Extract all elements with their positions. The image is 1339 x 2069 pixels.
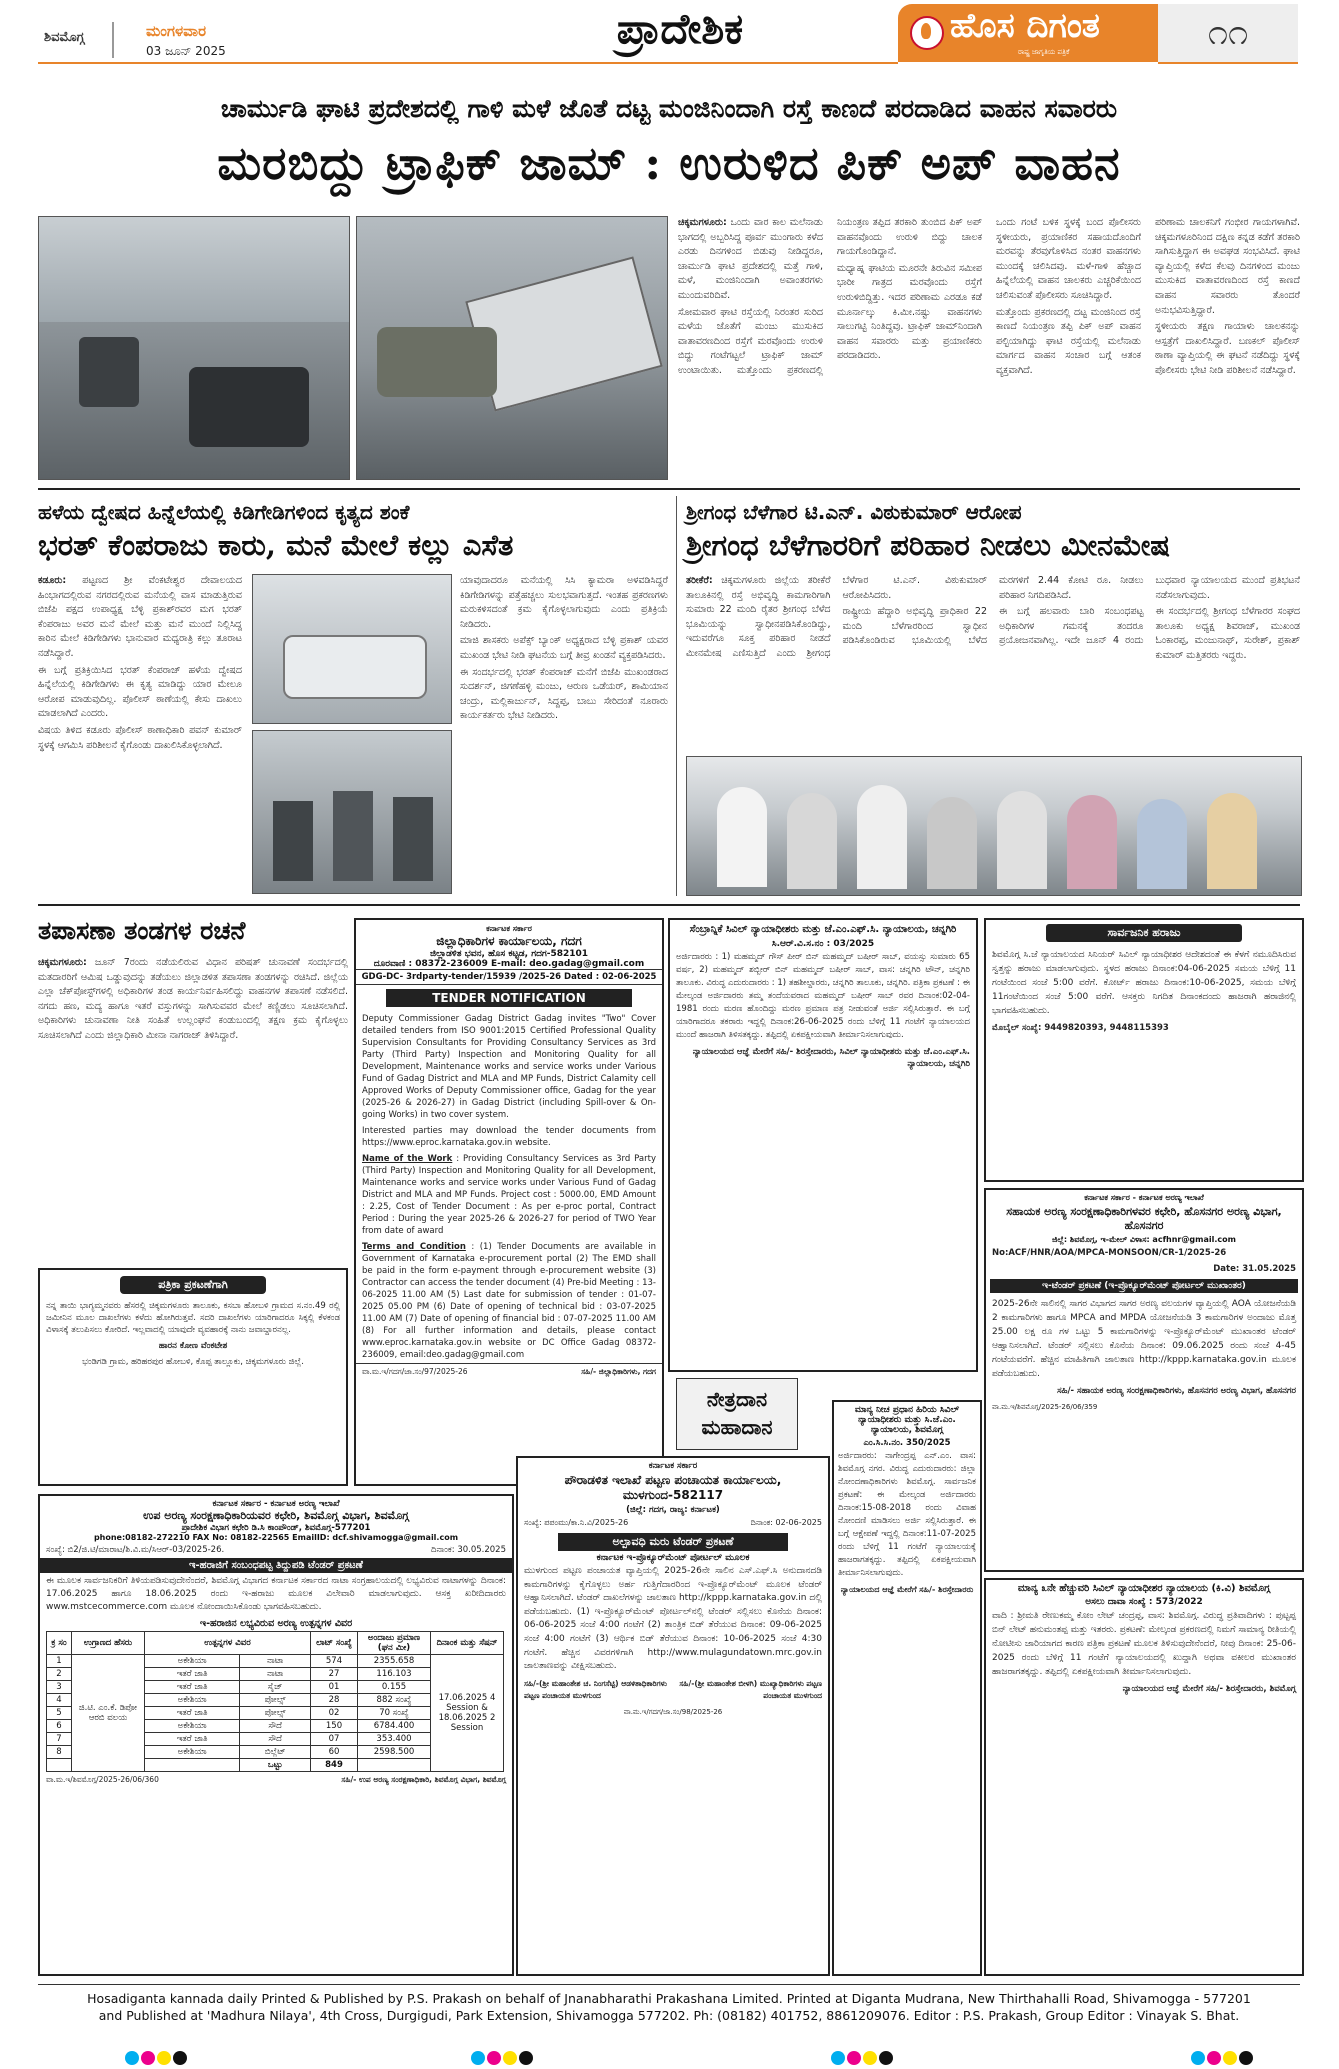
story4-headline: ತಪಾಸಣಾ ತಂಡಗಳ ರಚನೆ [38, 916, 246, 945]
court-notice-channagiri [668, 918, 978, 1372]
tender-body-download: Interested parties may download the tender documents from https://www.eproc.karnataka.gov.in website. [362, 1126, 656, 1148]
public-auction [984, 918, 1304, 1182]
forest-footer-ref: ವಾ.ಮ.ಇ/ಶಿವಮೊಗ್ಗ/2025-26/06/359 [992, 1403, 1098, 1411]
court2-title: ಮಾನ್ಯ ನೀಚ ಪ್ರಧಾನ ಹಿರಿಯ ಸಿವಿಲ್ ನ್ಯಾಯಾಧೀಶರು ಮತ್ತು ಸಿ.ಜೆ.ಎಂ. ನ್ಯಾಯಾಲಯ, ಶಿವಮೊಗ್ಗ [854, 1405, 960, 1435]
court1-title: ಸೆಂಬ್ರಾನ್ನಿಕೆ ಸಿವಿಲ್ ನ್ಯಾಯಾಧೀಶರು ಮತ್ತು ಜೆ.ಎಂ.ಎಫ್.ಸಿ. ನ್ಯಾಯಾಲಯ, ಚನ್ನಗಿರಿ [689, 924, 957, 935]
court3-case: ಅಸಲು ದಾವಾ ಸಂಖ್ಯೆ : 573/2022 [1085, 1597, 1203, 1607]
forest2-table-header: ಕ್ರ ಸಂ ಉಗ್ರಾಣದ ಹೆಸರು ಉತ್ಪನ್ನಗಳ ವಿವರ ಲಾಟ್ ಸಂಖ್ಯೆ ಅಂದಾಜು ಪ್ರಮಾಣ (ಘನ ಮೀ) ದಿನಾಂಕ ಮತ್ತು ಸೆಷನ್ [47, 1632, 504, 1655]
tender-body: Deputy Commissioner Gadag District Gadag invites "Two" Cover detailed tenders from ISO 9001:2015 Certified Professional Quality Supervision Consultants for Providing Consultancy Services as 3rd Party (Third Party) Inspection and Monitoring Quality for all Development, Maintenance works and service works under Various Fund of Gadag District and MLA and MP Funds, District Calamity cell Approved Works of Deputy Commissioner office, Gadag for the year (2025-26 & 2026-27) in Gadag District (including Spill-over & On-going Works) in two cover system. [362, 1014, 656, 1120]
page-number-box [1158, 4, 1298, 64]
auction-body: ಶಿವಮೊಗ್ಗ ಸಿ.ಜೆ ನ್ಯಾಯಾಲಯದ ಸಿನಿಯರ್ ಸಿವಿಲ್ ನ್ಯಾಯಾಧೀಶರ ಆದೇಶದಂತೆ ಈ ಕೆಳಗೆ ನಮೂದಿಸಿರುವ ಸ್ವತ್ತನ್ನು ಹರಾಜು ಮಾಡಲಾಗುವುದು. ಸ್ಥಳದ ಹರಾಜು ದಿನಾಂಕ:04-06-2025 ಸಮಯ ಬೆಳಿಗ್ಗೆ 11 ಗಂಟೆಯಿಂದ ಸಂಜೆ 5:00 ವರೆಗೆ. ಕೋರ್ಟ್ ಹರಾಜು ದಿನಾಂಕ:10-06-2025, ಸಮಯ ಬೆಳಿಗ್ಗೆ 11ಗಂಟೆಯಿಂದ ಸಂಜೆ 5:00 ವರೆಗೆ. ಆಸಕ್ತರು ನಿಗದಿತ ದಿನಾಂಕದಂದು ಹಾಜರಾಗಿ ಹರಾಜಿನಲ್ಲಿ ಭಾಗವಹಿಸಬಹುದು. [992, 950, 1296, 1016]
court-notice-shivamogga-2 [984, 1578, 1304, 1976]
tender-name-work: Name of the Work : Providing Consultancy Services as 3rd Party (Third Party) Inspection and Monitoring Quality for all Development, Maintenance works and service works under Various Fund of Gadag District and MLA and MP Funds. Project cost : 5000.00, EMD Amount : 2.25, Cost of Tender Document : As per e-proc portal, Contract Period : During the year 2025-26 & 2026-27 for period of TWO Year from date of award [362, 1154, 656, 1236]
table-cell: 6784.400 [358, 1720, 431, 1733]
masthead-day: ಮಂಗಳವಾರ [146, 22, 207, 40]
table-cell: 60 [311, 1746, 358, 1759]
lead-photo-pickup [356, 216, 668, 480]
table-cell: 70 ಸಂಖ್ಯೆ [358, 1707, 431, 1720]
court1-sign: ನ್ಯಾಯಾಲಯದ ಆಜ್ಞೆ ಮೇರೆಗೆ ಸಹಿ/- ಶಿರಸ್ತೇದಾರರು, ಸಿವಿಲ್ ನ್ಯಾಯಾಧೀಶರು ಮತ್ತು ಜೆ.ಎಂ.ಎಫ್.ಸಿ. ನ್ಯಾಯಾಲಯ, ಚನ್ನಗಿರಿ [692, 1047, 970, 1069]
story2-headline: ಭರತ್ ಕೆಂಪರಾಜು ಕಾರು, ಮನೆ ಮೇಲೆ ಕಲ್ಲು ಎಸೆತ [38, 528, 514, 562]
forest2-phone: phone:08182-272210 FAX No: 08182-22565 EmailID: dcf.shivamogga@gmail.com [93, 1533, 459, 1542]
forest2-table [46, 1631, 504, 1772]
table-cell: ಸೈಜ್ [240, 1681, 311, 1694]
forest2-heading: ಇ-ಹರಾಜಿಗೆ ಸಂಬಂಧಪಟ್ಟ ತಿದ್ದುಪಡಿ ಟೆಂಡರ್ ಪ್ರಕಟಣೆ [40, 1558, 512, 1573]
table-cell: ಸೌದೆ [240, 1720, 311, 1733]
story3-kicker: ಶ್ರೀಗಂಧ ಬೆಳೆಗಾರ ಟಿ.ಎನ್. ವಿಠುಕುಮಾರ್ ಆರೋಪ [686, 500, 1022, 524]
court2-body: ಅರ್ಜಿದಾರರು: ನಾಗೇಂದ್ರಪ್ಪ ಎನ್.ಎಂ. ವಾಸ: ಶಿವಮೊಗ್ಗ ನಗರ. ವಿರುದ್ಧ ಎದುರುದಾರರು: ಜಿಲ್ಲಾ ನೋಂದಣಾಧಿಕಾರಿಗಳು ಶಿವಮೊಗ್ಗ. ಸಾರ್ವಜನಿಕ ಪ್ರಕಟಣೆ: ಈ ಮೇಲ್ಕಂಡ ಅರ್ಜಿದಾರರು ದಿನಾಂಕ:15-08-2018 ರಂದು ವಿವಾಹ ನೋಂದಣಿ ಮಾಡಿಸಲು ಅರ್ಜಿ ಸಲ್ಲಿಸಿರುತ್ತಾರೆ. ಈ ಬಗ್ಗೆ ಆಕ್ಷೇಪಣೆ ಇದ್ದಲ್ಲಿ ದಿನಾಂಕ:11-07-2025 ರಂದು ಬೆಳಿಗ್ಗೆ 11 ಗಂಟೆಗೆ ನ್ಯಾಯಾಲಯಕ್ಕೆ ಹಾಜರಾಗತಕ್ಕದ್ದು. ತಪ್ಪಿದಲ್ಲಿ ಏಕಪಕ್ಷೀಯವಾಗಿ ತೀರ್ಮಾನಿಸಲಾಗುವುದು. [838, 1451, 976, 1578]
court1-body: ಅರ್ಜಿದಾರರು : 1) ಮಹಮ್ಮದ್ ಗೌಸ್ ಪೀರ್ ಬಿನ್ ಮಹಮ್ಮದ್ ಬಷೀರ್ ಸಾಬ್, ವಯಸ್ಸು ಸುಮಾರು 65 ವರ್ಷ, 2) ಮಹಮ್ಮದ್ ಶಬ್ಬೀರ್ ಬಿನ್ ಮಹಮ್ಮದ್ ಬಷೀರ್ ಸಾಬ್, ವಾಸ: ಚನ್ನಗಿರಿ ಟೌನ್, ಚನ್ನಗಿರಿ ತಾಲೂಕು. ವಿರುದ್ಧ ಎದುರುದಾರರು : 1) ತಹಶೀಲ್ದಾರರು, ಚನ್ನಗಿರಿ ತಾಲೂಕು, ಚನ್ನಗಿರಿ. ಪತ್ರಿಕಾ ಪ್ರಕಟಣೆ : ಈ ಮೇಲ್ಕಂಡ ಅರ್ಜಿದಾರರು ತಮ್ಮ ತಂದೆಯವರಾದ ಮಹಮ್ಮದ್ ಬಷೀರ್ ಸಾಬ್ ರವರ ದಿನಾಂಕ:02-04-1981 ರಂದು ಮರಣ ಹೊಂದಿದ್ದು ಮರಣ ಪ್ರಮಾಣ ಪತ್ರ ನೀಡುವಂತೆ ಅರ್ಜಿ ಸಲ್ಲಿಸಿರುತ್ತಾರೆ. ಈ ಬಗ್ಗೆ ಯಾರಿಗಾದರೂ ತಕರಾರು ಇದ್ದಲ್ಲಿ ದಿನಾಂಕ:26-06-2025 ರಂದು ಬೆಳಿಗ್ಗೆ 11 ಗಂಟೆಗೆ ನ್ಯಾಯಾಲಯದ ಮುಂದೆ ಹಾಜರಾಗಿ ತಿಳಿಸತಕ್ಕದ್ದು. ತಪ್ಪಿದಲ್ಲಿ ಏಕಪಕ್ಷೀಯವಾಗಿ ತೀರ್ಮಾನಿಸಲಾಗುವುದು. [676, 952, 970, 1040]
table-cell: 6 [47, 1720, 72, 1733]
forest-date: Date: 31.05.2025 [1213, 1264, 1296, 1274]
table-cell: 574 [311, 1655, 358, 1668]
imprint-line-1: Hosadiganta kannada daily Printed & Published by P.S. Prakash on behalf of Jnanabharathi Prakashana Limited. Printed at Diganta Mudrana, New Thirthahalli Road, Shivamogga - 577201 [87, 1991, 1251, 2006]
court-notice-shivamogga-1 [832, 1400, 982, 1976]
story3-headline: ಶ್ರೀಗಂಧ ಬೆಳೆಗಾರರಿಗೆ ಪರಿಹಾರ ನೀಡಲು ಮೀನಮೇಷ [686, 528, 1171, 562]
press-notice-body: ನನ್ನ ತಾಯಿ ಭಾಗ್ಯಮ್ಮನವರು ಹೆಸರಲ್ಲಿ ಚಿಕ್ಕಮಗಳೂರು ತಾಲೂಕು, ಕಸಬಾ ಹೋಬಳಿ ಗ್ರಾಮದ ಸ.ನಂ.49 ರಲ್ಲಿ ಜಮೀನಿನ ಮೂಲ ದಾಖಲೆಗಳು ಕಳೆದು ಹೋಗಿರುತ್ತವೆ. ಸದರಿ ದಾಖಲೆಗಳು ಯಾರಿಗಾದರೂ ಸಿಕ್ಕಲ್ಲಿ ಕೆಳಕಂಡ ವಿಳಾಸಕ್ಕೆ ತಲುಪಿಸಲು ಕೋರಿದೆ. ಇಲ್ಲವಾದಲ್ಲಿ ಯಾವುದೇ ವ್ಯವಹಾರಕ್ಕೆ ನಾನು ಜವಾಬ್ದಾರನಲ್ಲ. [46, 1301, 340, 1335]
court3-body: ವಾದಿ : ಶ್ರೀಮತಿ ರೇಣುಕಮ್ಮ ಕೋಂ ಲೇಟ್ ಚಂದ್ರಪ್ಪ, ವಾಸ: ಶಿವಮೊಗ್ಗ. ವಿರುದ್ಧ ಪ್ರತಿವಾದಿಗಳು : ಪುಟ್ಟಪ್ಪ ಬಿನ್ ಲೇಟ್ ಹನುಮಂತಪ್ಪ ಮತ್ತು ಇತರರು. ಪ್ರಕಟಣೆ: ಮೇಲ್ಕಂಡ ಪ್ರಕರಣದಲ್ಲಿ ನಿಮಗೆ ಸಾಮಾನ್ಯ ರೀತಿಯಲ್ಲಿ ನೋಟೀಸು ಜಾರಿಯಾಗದ ಕಾರಣ ಪತ್ರಿಕಾ ಪ್ರಕಟಣೆ ಮೂಲಕ ತಿಳಿಸುವುದೇನೆಂದರೆ, ನೀವು ದಿನಾಂಕ: 25-06-2025 ರಂದು ಬೆಳಿಗ್ಗೆ 11 ಗಂಟೆಗೆ ನ್ಯಾಯಾಲಯದಲ್ಲಿ ಖುದ್ದಾಗಿ ಅಥವಾ ವಕೀಲರ ಮುಖಾಂತರ ಹಾಜರಾಗತಕ್ಕದ್ದು. ತಪ್ಪಿದಲ್ಲಿ ಏಕಪಕ್ಷೀಯವಾಗಿ ತೀರ್ಮಾನಿಸಲಾಗುವುದು. [992, 1611, 1296, 1677]
tender-notice-gadag [354, 918, 664, 1486]
table-cell: 2355.658 [358, 1655, 431, 1668]
panchayat-ref-row: ಸಂಖ್ಯೆ: ಪಪಂಮು/ಕಾ.ನಿ.ವಿ/2025-26 ದಿನಾಂಕ: 02-06-2025 [524, 1518, 822, 1527]
tender-address: ಜಿಲ್ಲಾಡಳಿತ ಭವನ, ಹೊಸ ಕಟ್ಟಡ, ಗದಗ-582101 [429, 949, 589, 959]
forest2-address: ಪ್ರಾದೇಶಿಕ ವಿಭಾಗ ಕಛೇರಿ ಡಿ.ಸಿ ಕಾಂಪೌಂಡ್, ಶಿವಮೊಗ್ಗ-577201 [181, 1523, 371, 1533]
forest2-govt: ಕರ್ನಾಟಕ ಸರ್ಕಾರ - ಕರ್ನಾಟಕ ಅರಣ್ಯ ಇಲಾಖೆ [212, 1499, 340, 1509]
section-title: ಪ್ರಾದೇಶಿಕ [616, 4, 744, 53]
story3-body: ತರೀಕೆರೆ: ಚಿಕ್ಕಮಗಳೂರು ಜಿಲ್ಲೆಯ ತರೀಕೆರೆ ತಾಲೂಕಿನಲ್ಲಿ ರಸ್ತೆ ಅಭಿವೃದ್ಧಿ ಕಾಮಗಾರಿಗಾಗಿ ಸುಮಾರು 22 ಮಂದಿ ರೈತರ ಶ್ರೀಗಂಧ ಬೆಳೆದ ಭೂಮಿಯನ್ನು ಸ್ವಾಧೀನಪಡಿಸಿಕೊಂಡಿದ್ದು, ಇದುವರೆಗೂ ಸೂಕ್ತ ಪರಿಹಾರ ನೀಡದೆ ಮೀನಮೇಷ ಎಣಿಸುತ್ತಿದೆ ಎಂದು ಶ್ರೀಗಂಧ ಬೆಳೆಗಾರ ಟಿ.ಎನ್. ವಿಠುಕುಮಾರ್ ಆರೋಪಿಸಿದರು. ರಾಷ್ಟ್ರೀಯ ಹೆದ್ದಾರಿ ಅಭಿವೃದ್ಧಿ ಪ್ರಾಧಿಕಾರ 22 ಮಂದಿ ಬೆಳೆಗಾರರಿಂದ ಸ್ವಾಧೀನ ಪಡಿಸಿಕೊಂಡಿರುವ ಭೂಮಿಯಲ್ಲಿ ಬೆಳೆದ ಮರಗಳಿಗೆ 2.44 ಕೋಟಿ ರೂ. ನೀಡಲು ಪರಿಹಾರ ನಿಗದಿಪಡಿಸಿದೆ. ಈ ಬಗ್ಗೆ ಹಲವಾರು ಬಾರಿ ಸಂಬಂಧಪಟ್ಟ ಅಧಿಕಾರಿಗಳ ಗಮನಕ್ಕೆ ತಂದರೂ ಪ್ರಯೋಜನವಾಗಿಲ್ಲ. ಇದೇ ಜೂನ್ 4 ರಂದು ಬುಧವಾರ ನ್ಯಾಯಾಲಯದ ಮುಂದೆ ಪ್ರತಿಭಟನೆ ನಡೆಸಲಾಗುವುದು. ಈ ಸಂದರ್ಭದಲ್ಲಿ ಶ್ರೀಗಂಧ ಬೆಳೆಗಾರರ ಸಂಘದ ತಾಲೂಕು ಅಧ್ಯಕ್ಷ ಶಿವರಾಜ್, ಮುಖಂಡ ಓಂಕಾರಪ್ಪ, ಮಂಜುನಾಥ್, ಸುರೇಶ್, ಪ್ರಕಾಶ್ ಕುಮಾರ್ ಮತ್ತಿತರರು ಇದ್ದರು. [686, 575, 1300, 661]
press-notice-title: ಪತ್ರಿಕಾ ಪ್ರಕಟಣೆಗಾಗಿ [120, 1276, 266, 1294]
story4-body: ಚಿಕ್ಕಮಗಳೂರು: ಜೂನ್ 7ರಂದು ನಡೆಯಲಿರುವ ವಿಧಾನ ಪರಿಷತ್ ಚುನಾವಣೆ ಸಂದರ್ಭದಲ್ಲಿ ಮತದಾರರಿಗೆ ಆಮಿಷ ಒಡ್ಡುವುದನ್ನು ತಡೆಯಲು ಜಿಲ್ಲಾಡಳಿತ ತಪಾಸಣಾ ತಂಡಗಳನ್ನು ರಚಿಸಿದೆ. ಜಿಲ್ಲೆಯ ಎಲ್ಲಾ ಚೆಕ್‌ಪೋಸ್ಟ್‌ಗಳಲ್ಲಿ ಅಧಿಕಾರಿಗಳ ತಂಡ ಕಾರ್ಯನಿರ್ವಹಿಸಲಿದ್ದು ವಾಹನಗಳ ತಪಾಸಣೆ ನಡೆಸಲಿದೆ. ನಗದು ಹಣ, ಮದ್ಯ ಹಾಗೂ ಇತರೆ ವಸ್ತುಗಳನ್ನು ಸಾಗಿಸುವವರ ಮೇಲೆ ಕಣ್ಣಿಡಲು ಸೂಚಿಸಲಾಗಿದೆ. ಅಧಿಕಾರಿಗಳು ಚುನಾವಣಾ ನೀತಿ ಸಂಹಿತೆ ಉಲ್ಲಂಘನೆ ಕಂಡುಬಂದಲ್ಲಿ ತಕ್ಷಣ ಕ್ರಮ ಕೈಗೊಳ್ಳಲು ಸೂಚಿಸಲಾಗಿದೆ ಎಂದು ಜಿಲ್ಲಾಧಿಕಾರಿ ಮೀನಾ ನಾಗರಾಜ್ ತಿಳಿಸಿದ್ದಾರೆ. [38, 957, 348, 1041]
story2-kicker: ಹಳೆಯ ದ್ವೇಷದ ಹಿನ್ನೆಲೆಯಲ್ಲಿ ಕಿಡಿಗೇಡಿಗಳಿಂದ ಕೃತ್ಯದ ಶಂಕೆ [38, 500, 410, 524]
table-cell: 02 [311, 1707, 358, 1720]
tender-footer: ವಾ.ಮ.ಇ/ಗದಗ/ಜಾ.ಸಂ/97/2025-26 ಸಹಿ/- ಜಿಲ್ಲಾಧಿಕಾರಿಗಳು, ಗದಗ [356, 1363, 662, 1380]
table-cell: 353.400 [358, 1733, 431, 1746]
auction-contact: ಮೊಬೈಲ್ ಸಂಖ್ಯೆ: 9449820393, 9448115393 [992, 1023, 1169, 1033]
panchayat-subheading: ಕರ್ನಾಟಕ ಇ-ಪ್ರೊಕ್ಯೂರ್‌ಮೆಂಟ್ ಪೋರ್ಟಲ್ ಮೂಲಕ [596, 1553, 750, 1563]
table-cell: 7 [47, 1733, 72, 1746]
tender-ref: GDG-DC- 3rdparty-tender/15939 /2025-26 Dated : 02-06-2025 [356, 969, 662, 985]
court3-sign: ನ್ಯಾಯಾಲಯದ ಆಜ್ಞೆ ಮೇರೆಗೆ ಸಹಿ/- ಶಿರಸ್ತೇದಾರರು, ಶಿವಮೊಗ್ಗ [1122, 1684, 1296, 1694]
press-notice-address: ಭಂಡಿಗಡಿ ಗ್ರಾಮ, ಹರಿಹರಪುರ ಹೋಬಳಿ, ಕೊಪ್ಪ ತಾಲ್ಲೂಕು, ಚಿಕ್ಕಮಗಳೂರು ಜಿಲ್ಲೆ. [82, 1357, 304, 1367]
auction-title: ಸಾರ್ವಜನಿಕ ಹರಾಜು [1046, 924, 1242, 942]
panchayat-signs: ಸಹಿ/-(ಶ್ರೀ ಮಹಾಂತೇಶ ಚ. ನಿಂಗಸೆಟ್ಟಿ) ಆಡಳಿತಾಧಿಕಾರಿಗಳು ಪಟ್ಟಣ ಪಂಚಾಯತ ಮುಳಗುಂದ ಸಹಿ/-(ಶ್ರೀ ಮಹಾಂತೇಶ ಬೀಳಗಿ) ಮುಖ್ಯಾಧಿಕಾರಿಗಳು ಪಟ್ಟಣ ಪಂಚಾಯತ ಮುಳಗುಂದ [524, 1678, 822, 1700]
court2-case: ಎಂ.ಸಿ.ಸಿ.ನಂ. 350/2025 [863, 1438, 951, 1448]
table-cell: ಪೋಲ್ಸ್ [240, 1694, 311, 1707]
table-cell: ಇತರೆ ಜಾತಿ [145, 1681, 240, 1694]
forest2-ref-row: ಸಂಖ್ಯೆ: ಬಿ2/ಜಿ.ಟಿ/ಮಾರಾಟ/ಶಿ.ವಿ.ಮ/ಸಿಆರ್-03/2025-26. ದಿನಾಂಕ: 30.05.2025 [46, 1545, 506, 1555]
table-cell: 17.06.2025 4 Session & 18.06.2025 2 Session [431, 1655, 504, 1772]
table-cell: 1 [47, 1655, 72, 1668]
table-cell: 0.155 [358, 1681, 431, 1694]
lead-headline: ಮರಬಿದ್ದು ಟ್ರಾಫಿಕ್ ಜಾಮ್ : ಉರುಳಿದ ಪಿಕ್ ಅಪ್ ವಾಹನ [217, 136, 1121, 190]
forest-eauction-shivamogga [38, 1494, 514, 1976]
forest-tender-hosanagara [984, 1188, 1304, 1572]
table-cell: ಇತರೆ ಜಾತಿ [145, 1707, 240, 1720]
court3-title: ಮಾನ್ಯ ೩ನೇ ಹೆಚ್ಚುವರಿ ಸಿವಿಲ್ ನ್ಯಾಯಾಧೀಶರ ನ್ಯಾಯಾಲಯ (ಕಿ.ವಿ) ಶಿವಮೊಗ್ಗ [1017, 1583, 1271, 1594]
table-cell: 5 [47, 1707, 72, 1720]
edition-label: ಶಿವಮೊಗ್ಗ [44, 30, 85, 45]
lamp-icon [910, 16, 944, 50]
paper-tagline: ರಾಷ್ಟ್ರ ಜಾಗೃತಿಯ ಪತ್ರಿಕೆ [1018, 48, 1070, 56]
table-row [47, 1655, 504, 1668]
press-notice [38, 1268, 348, 1486]
forest-address: ಜಿಲ್ಲೆ: ಶಿವಮೊಗ್ಗ, ಇ-ಮೇಲ್ ವಿಳಾಸ: acfhnr@gmail.com [1052, 1235, 1236, 1244]
lead-dateline: ಚಿಕ್ಕಮಗಳೂರು: [678, 217, 727, 228]
table-cell: ಅಕೇಶಿಯಾ [145, 1720, 240, 1733]
forest-ref-row: No:ACF/HNR/AOA/MPCA-MONSOON/CR-1/2025-26 [992, 1248, 1227, 1258]
press-notice-signer: ಹಾರನ ಕೋಣ ವೆಂಕಟೇಶ [158, 1341, 228, 1351]
tender-govt: ಕರ್ನಾಟಕ ಸರ್ಕಾರ [486, 924, 532, 933]
paper-logo [898, 4, 1158, 62]
panchayat-govt: ಕರ್ನಾಟಕ ಸರ್ಕಾರ [648, 1461, 698, 1471]
lead-kicker: ಚಾರ್ಮುಡಿ ಘಾಟಿ ಪ್ರದೇಶದಲ್ಲಿ ಗಾಳಿ ಮಳೆ ಜೊತೆ ದಟ್ಟ ಮಂಜಿನಿಂದಾಗಿ ರಸ್ತೆ ಕಾಣದೆ ಪರದಾಡಿದ ವಾಹನ ಸವಾರರು [220, 94, 1118, 123]
table-cell: ಬಿಲ್ಲೆಟ್ [240, 1746, 311, 1759]
story2-photo-house [252, 730, 452, 894]
forest-office: ಸಹಾಯಕ ಅರಣ್ಯ ಸಂರಕ್ಷಣಾಧಿಕಾರಿಗಳವರ ಕಛೇರಿ, ಹೊಸನಗರ ಅರಣ್ಯ ವಿಭಾಗ, ಹೊಸನಗರ [1006, 1205, 1282, 1232]
tender-phone: ದೂರವಾಣಿ : 08372-236009 E-mail: deo.gadag@gmail.com [373, 959, 645, 969]
eye-donation-text: ನೇತ್ರದಾನ ಮಹಾದಾನ [701, 1387, 773, 1439]
tender-terms: Terms and Condition : (1) Tender Documents are available in Government of Karnataka e-procurement portal (2) The EMD shall be paid in the form e-payment through e-procurement website (3) Contractor can access the tender document (4) Pre-bid Meeting : 13-06-2025 11.00 AM (5) Last date for submission of tender : 01-07-2025 05.00 PM (6) Date of opening of technical bid : 03-07-2025 11.00 AM (7) Date of opening of financial bid : 07-07-2025 11.00 AM (8) For all further information and details, please contact www.eproc.karnataka.gov.in website or DC Office Gadag 08372-236009, email:deo.gadag@gmail.com [362, 1242, 656, 1360]
forest2-footer: ವಾ.ಮ.ಇ/ಶಿವಮೊಗ್ಗ/2025-26/06/360 ಸಹಿ/- ಉಪ ಅರಣ್ಯ ಸಂರಕ್ಷಣಾಧಿಕಾರಿ, ಶಿವಮೊಗ್ಗ ವಿಭಾಗ, ಶಿವಮೊಗ್ಗ [46, 1775, 506, 1784]
story2-body-right: ಯಾವುದಾದರೂ ಮನೆಯಲ್ಲಿ ಸಿಸಿ ಕ್ಯಾಮರಾ ಅಳವಡಿಸಿದ್ದರೆ ಕಿಡಿಗೇಡಿಗಳನ್ನು ಪತ್ತೆಹಚ್ಚಲು ಸುಲಭವಾಗುತ್ತದೆ. ಇಂತಹ ಪ್ರಕರಣಗಳು ಮರುಕಳಿಸದಂತೆ ಕ್ರಮ ಕೈಗೊಳ್ಳಲಾಗುವುದು ಎಂದು ಪ್ರತಿಕ್ರಿಯೆ ನೀಡಿದರು. ಮಾಜಿ ಶಾಸಕರು ಅಪೆಕ್ಸ್ ಬ್ಯಾಂಕ್ ಅಧ್ಯಕ್ಷರಾದ ಬೆಳ್ಳಿ ಪ್ರಕಾಶ್ ಯವರ ಮುಖಂಡ ಭೇಟಿ ನೀಡಿ ಘಟನೆಯ ಬಗ್ಗೆ ತೀವ್ರ ಖಂಡನೆ ವ್ಯಕ್ತಪಡಿಸಿದರು. ಈ ಸಂದರ್ಭದಲ್ಲಿ ಭರತ್ ಕೆಂಪರಾಜ್ ಮನೆಗೆ ಬಿಜೆಪಿ ಮುಖಂಡರಾದ ಸುದರ್ಶನ್, ಜಿಗಣೆಹಳ್ಳಿ ಮಂಜು, ಆರುಣ ಒಡೆಯರ್, ಶಾಮಿಯಾನ ಚಂದ್ರು, ಮಲ್ಲಿಕಾರ್ಜುನ್, ಸಿದ್ದಪ್ಪ, ಬಾಬು ಸೇರಿದಂತೆ ನೂರಾರು ಕಾರ್ಯಕರ್ತರು ಭೇಟಿ ನೀಡಿದರು. [460, 575, 668, 722]
total-label: ಒಟ್ಟು [240, 1759, 311, 1772]
forest2-office: ಉಪ ಅರಣ್ಯ ಸಂರಕ್ಷಣಾಧಿಕಾರಿಯವರ ಕಛೇರಿ, ಶಿವಮೊಗ್ಗ ವಿಭಾಗ, ಶಿವಮೊಗ್ಗ [143, 1509, 409, 1522]
table-cell: 882 ಸಂಖ್ಯೆ [358, 1694, 431, 1707]
panchayat-tender-mulagunda [516, 1456, 830, 1976]
panchayat-heading: ಅಲ್ಪಾವಧಿ ಮರು ಟೆಂಡರ್ ಪ್ರಕಟಣೆ [558, 1533, 788, 1551]
imprint-line-2: and Published at 'Madhura Nilaya', 4th Cross, Durgigudi, Park Extension, Shivamogga 577202. Ph: (08182) 401752, 8861209076. Editor : P.S. Prakash, Group Editor : Vinayak S. Bhat. [98, 2008, 1240, 2023]
table-cell: ಅಕೇಶಿಯಾ [145, 1655, 240, 1668]
forest2-body: ಈ ಮೂಲಕ ಸಾರ್ವಜನಿಕರಿಗೆ ತಿಳಿಯಪಡಿಸುವುದೇನೆಂದರೆ, ಶಿವಮೊಗ್ಗ ವಿಭಾಗದ ಕರ್ನಾಟಕ ಸರ್ಕಾರದ ನಾಟಾ ಸಂಗ್ರಹಾಲಯದಲ್ಲಿ ಲಭ್ಯವಿರುವ ನಾಟಾಗಳನ್ನು ದಿನಾಂಕ: 17.06.2025 ಹಾಗೂ 18.06.2025 ರಂದು ಇ-ಹರಾಜು ಮೂಲಕ ವಿಲೇವಾರಿ ಮಾಡಲಾಗುವುದು. ಆಸಕ್ತ ಖರೀದಿದಾರರು www.mstcecommerce.com ಮೂಲಕ ನೋಂದಾಯಿಸಿಕೊಂಡು ಭಾಗವಹಿಸಬಹುದು. [46, 1576, 506, 1612]
court2-sign: ನ್ಯಾಯಾಲಯದ ಆಜ್ಞೆ ಮೇರೆಗೆ ಸಹಿ/- ಶಿರಸ್ತೇದಾರರು [840, 1585, 974, 1594]
tender-office: ಜಿಲ್ಲಾಧಿಕಾರಿಗಳ ಕಾರ್ಯಾಲಯ, ಗದಗ [436, 934, 582, 948]
masthead-date: 03 ಜೂನ್ 2025 [146, 44, 226, 58]
lead-photo-traffic [38, 216, 350, 480]
panchayat-body: ಮುಳಗುಂದ ಪಟ್ಟಣ ಪಂಚಾಯತ ವ್ಯಾಪ್ತಿಯಲ್ಲಿ 2025-26ನೇ ಸಾಲಿನ ಎಸ್.ಎಫ್.ಸಿ ಅನುದಾನದಡಿ ಕಾಮಗಾರಿಗಳನ್ನು ಕೈಗೊಳ್ಳಲು ಅರ್ಹ ಗುತ್ತಿಗೆದಾರರಿಂದ ಇ-ಪ್ರೊಕ್ಯೂರ್‌ಮೆಂಟ್ ಮೂಲಕ ಟೆಂಡರ್ ಆಹ್ವಾನಿಸಲಾಗಿದೆ. ಟೆಂಡರ್ ದಾಖಲೆಗಳನ್ನು ಜಾಲತಾಣ http://kppp.karnataka.gov.in ದಲ್ಲಿ ಪಡೆಯಬಹುದು. (1) ಇ-ಪ್ರೊಕ್ಯೂರ್‌ಮೆಂಟ್ ಪೋರ್ಟಲ್‌ನಲ್ಲಿ ಟೆಂಡರ್ ಸಲ್ಲಿಸಲು ಕೊನೆಯ ದಿನಾಂಕ: 06-06-2025 ಸಂಜೆ 4:00 ಗಂಟೆಗೆ (2) ತಾಂತ್ರಿಕ ಬಿಡ್ ತೆರೆಯುವ ದಿನಾಂಕ: 09-06-2025 ಸಂಜೆ 4:00 ಗಂಟೆಗೆ (3) ಆರ್ಥಿಕ ಬಿಡ್ ತೆರೆಯುವ ದಿನಾಂಕ: 10-06-2025 ಸಂಜೆ 4:30 ಗಂಟೆಗೆ. ಹೆಚ್ಚಿನ ವಿವರಗಳಿಗಾಗಿ http://www.mulagundatown.mrc.gov.in ಜಾಲತಾಣವನ್ನು ವೀಕ್ಷಿಸಬಹುದು. [524, 1566, 822, 1672]
lead-body: ಚಿಕ್ಕಮಗಳೂರು: ಒಂದು ವಾರ ಕಾಲ ಮಲೆನಾಡು ಭಾಗದಲ್ಲಿ ಅಬ್ಬರಿಸಿದ್ದ ಪೂರ್ವ ಮುಂಗಾರು ಕಳೆದ ಎರಡು ದಿನಗಳಿಂದ ಬಿಡುವು ನೀಡಿದ್ದರೂ, ಚಾರ್ಮುಡಿ ಘಾಟಿ ಪ್ರದೇಶದಲ್ಲಿ ಮತ್ತೆ ಗಾಳಿ, ಮಳೆ, ಮಂಜಿನಿಂದಾಗಿ ಅವಾಂತರಗಳು ಮುಂದುವರಿದಿವೆ. ಸೋಮವಾರ ಘಾಟಿ ರಸ್ತೆಯಲ್ಲಿ ನಿರಂತರ ಸುರಿದ ಮಳೆಯ ಜೊತೆಗೆ ಮಂಜು ಮುಸುಕಿದ ವಾತಾವರಣದಿಂದ ರಸ್ತೆಗೆ ಮರವೊಂದು ಉರುಳಿ ಬಿದ್ದು ಗಂಟೆಗಟ್ಟಲೆ ಟ್ರಾಫಿಕ್ ಜಾಮ್ ಉಂಟಾಯಿತು. ಮತ್ತೊಂದು ಪ್ರಕರಣದಲ್ಲಿ ನಿಯಂತ್ರಣ ತಪ್ಪಿದ ತರಕಾರಿ ತುಂಬಿದ ಪಿಕ್ ಅಪ್ ವಾಹನವೊಂದು ಉರುಳಿ ಬಿದ್ದು ಚಾಲಕ ಗಾಯಗೊಂಡಿದ್ದಾನೆ. ಮಧ್ಯಾಹ್ನ ಘಾಟಿಯ ಮೂರನೇ ತಿರುವಿನ ಸಮೀಪ ಭಾರೀ ಗಾತ್ರದ ಮರವೊಂದು ರಸ್ತೆಗೆ ಉರುಳಿಬಿದ್ದಿತ್ತು. ಇದರ ಪರಿಣಾಮ ಎರಡೂ ಕಡೆ ಮೂರ್ನಾಲ್ಕು ಕಿ.ಮೀ.ನಷ್ಟು ವಾಹನಗಳು ಸಾಲುಗಟ್ಟಿ ನಿಂತಿದ್ದವು. ಟ್ರಾಫಿಕ್ ಜಾಮ್‌ನಿಂದಾಗಿ ವಾಹನ ಸವಾರರು ಮತ್ತು ಪ್ರಯಾಣಿಕರು ಪರದಾಡಿದರು. ಒಂದು ಗಂಟೆ ಬಳಿಕ ಸ್ಥಳಕ್ಕೆ ಬಂದ ಪೊಲೀಸರು ಸ್ಥಳೀಯರು, ಪ್ರಯಾಣಿಕರ ಸಹಾಯದೊಂದಿಗೆ ಮರವನ್ನು ತೆರವುಗೊಳಿಸಿದ ನಂತರ ವಾಹನಗಳು ಮುಂದಕ್ಕೆ ಚಲಿಸಿದವು. ಮಳೆ-ಗಾಳಿ ಹೆಚ್ಚಾದ ಹಿನ್ನೆಲೆಯಲ್ಲಿ ವಾಹನ ಚಾಲಕರು ಎಚ್ಚರಿಕೆಯಿಂದ ಚಲಿಸುವಂತೆ ಪೊಲೀಸರು ಸೂಚಿಸಿದ್ದಾರೆ. ಮತ್ತೊಂದು ಪ್ರಕರಣದಲ್ಲಿ ದಟ್ಟ ಮಂಜಿನಿಂದ ರಸ್ತೆ ಕಾಣದೆ ನಿಯಂತ್ರಣ ತಪ್ಪಿ ಪಿಕ್ ಅಪ್ ವಾಹನ ಪಲ್ಟಿಯಾಗಿದ್ದು ಘಾಟಿ ರಸ್ತೆಯಲ್ಲಿ ಮಲೆನಾಡು ಮಾರ್ಗದ ವಾಹನ ಸಂಚಾರ ಬಗ್ಗೆ ಆತಂಕ ವ್ಯಕ್ತವಾಗಿದೆ. ಪರಿಣಾಮ ಚಾಲಕನಿಗೆ ಗಂಭೀರ ಗಾಯಗಳಾಗಿವೆ. ಚಿಕ್ಕಮಗಳೂರಿನಿಂದ ದಕ್ಷಿಣ ಕನ್ನಡ ಕಡೆಗೆ ತರಕಾರಿ ಸಾಗಿಸುತ್ತಿದ್ದಾಗ ಈ ಅವಘಡ ಸಂಭವಿಸಿದೆ. ಘಾಟಿ ವ್ಯಾಪ್ತಿಯಲ್ಲಿ ಕಳೆದ ಕೆಲವು ದಿನಗಳಿಂದ ಮಂಜು ಮುಸುಕಿದ ವಾತಾವರಣದಿಂದ ರಸ್ತೆ ಕಾಣದೆ ವಾಹನ ಸವಾರರು ತೊಂದರೆ ಅನುಭವಿಸುತ್ತಿದ್ದಾರೆ. ಸ್ಥಳೀಯರು ತಕ್ಷಣ ಗಾಯಾಳು ಚಾಲಕನನ್ನು ಆಸ್ಪತ್ರೆಗೆ ದಾಖಲಿಸಿದ್ದಾರೆ. ಬಣಕಲ್ ಪೊಲೀಸ್ ಠಾಣಾ ವ್ಯಾಪ್ತಿಯಲ್ಲಿ ಈ ಘಟನೆ ನಡೆದಿದ್ದು ಸ್ಥಳಕ್ಕೆ ಪೊಲೀಸರು ಭೇಟಿ ನೀಡಿ ಪರಿಶೀಲನೆ ನಡೆಸಿದ್ದಾರೆ. [678, 217, 1300, 376]
imprint [38, 1990, 1300, 2024]
table-cell: ಅಕೇಶಿಯಾ [145, 1694, 240, 1707]
forest2-table-title: ಇ-ಹರಾಜಿನ ಲಭ್ಯವಿರುವ ಅರಣ್ಯ ಉತ್ಪನ್ನಗಳ ವಿವರ [199, 1618, 353, 1629]
table-cell: 4 [47, 1694, 72, 1707]
table-cell: ನಾಟಾ [240, 1668, 311, 1681]
forest-heading: ಇ-ಟೆಂಡರ್ ಪ್ರಕಟಣೆ (ಇ-ಪ್ರೊಕ್ಯೂರ್‌ಮೆಂಟ್ ಪೋರ್ಟಲ್ ಮುಖಾಂತರ) [990, 1279, 1298, 1293]
page-number: ೧೧ [1207, 12, 1249, 53]
forest-body: 2025-26ನೇ ಸಾಲಿನಲ್ಲಿ ಸಾಗರ ವಿಭಾಗದ ಸಾಗರ ಅರಣ್ಯ ವಲಯಗಳ ವ್ಯಾಪ್ತಿಯಲ್ಲಿ AOA ಯೋಜನೆಯಡಿ 2 ಕಾಮಗಾರಿಗಳು ಹಾಗೂ MPCA and MPDA ಯೋಜನೆಯಡಿ 3 ಕಾಮಗಾರಿಗಳ ಅಂದಾಜು ಮೊತ್ತ 25.00 ಲಕ್ಷ ರೂ ಗಳ ಒಟ್ಟು 5 ಕಾಮಗಾರಿಗಳನ್ನು ಇ-ಪ್ರೊಕ್ಯೂರ್‌ಮೆಂಟ್ ಮುಖಾಂತರ ಟೆಂಡರ್ ಆಹ್ವಾನಿಸಲಾಗಿದೆ. ಟೆಂಡರ್ ಸಲ್ಲಿಸಲು ಕೊನೆಯ ದಿನಾಂಕ: 09.06.2025 ರಂದು ಸಂಜೆ 4-45 ಗಂಟೆಯವರೆಗೆ. ಹೆಚ್ಚಿನ ಮಾಹಿತಿಗಾಗಿ ಜಾಲತಾಣ http://kppp.karnataka.gov.in ಮೂಲಕ ಪಡೆಯಬಹುದು. [992, 1299, 1296, 1379]
masthead [0, 0, 1339, 72]
table-cell: 2 [47, 1668, 72, 1681]
table-cell: 07 [311, 1733, 358, 1746]
paper-name: ಹೊಸ ದಿಗಂತ [950, 6, 1100, 46]
table-cell: 3 [47, 1681, 72, 1694]
table-cell: ಇತರೆ ಜಾತಿ [145, 1733, 240, 1746]
tender-heading: TENDER NOTIFICATION [386, 989, 632, 1007]
table-cell: ಜಿ.ಟಿ. ಎಂ.ಕೆ. ಡಿಪೋ ಆರಬಿ ವಲಯ [72, 1655, 145, 1772]
table-cell: 28 [311, 1694, 358, 1707]
panchayat-sub: (ಜಿಲ್ಲೆ: ಗದಗ, ರಾಜ್ಯ: ಕರ್ನಾಟಕ) [626, 1505, 720, 1515]
story2-body-left: ಕಡೂರು: ಪಟ್ಟಣದ ಶ್ರೀ ವೆಂಕಟೇಶ್ವರ ದೇವಾಲಯದ ಹಿಂಭಾಗದಲ್ಲಿರುವ ನಗರದಲ್ಲಿರುವ ಮನೆಯಲ್ಲಿ ವಾಸ ಮಾಡುತ್ತಿರುವ ಬಿಜೆಪಿ ಪಕ್ಷದ ಉಪಾಧ್ಯಕ್ಷ ಬೆಳ್ಳಿ ಪ್ರಕಾಶ್‌ರವರ ಮಗ ಭರತ್ ಕೆಂಪರಾಜು ಅವರ ಮನೆ ಮೇಲೆ ಮತ್ತು ಮನೆ ಮುಂದೆ ನಿಲ್ಲಿಸಿದ್ದ ಕಾರಿನ ಮೇಲೆ ಕಿಡಿಗೇಡಿಗಳು ಭಾನುವಾರ ಮಧ್ಯರಾತ್ರಿ ಕಲ್ಲು ತೂರಾಟ ನಡೆಸಿದ್ದಾರೆ. ಈ ಬಗ್ಗೆ ಪ್ರತಿಕ್ರಿಯಿಸಿದ ಭರತ್ ಕೆಂಪರಾಜ್ ಹಳೆಯ ದ್ವೇಷದ ಹಿನ್ನೆಲೆಯಲ್ಲಿ ಕಿಡಿಗೇಡಿಗಳು ಈ ಕೃತ್ಯ ಮಾಡಿದ್ದು ಯಾರ ಮೇಲೂ ಆರೋಪ ಮಾಡುವುದಿಲ್ಲ. ಪೊಲೀಸ್ ಠಾಣೆಯಲ್ಲಿ ಕೇಸು ದಾಖಲು ಮಾಡಲಾಗಿದೆ ಎಂದರು. ವಿಷಯ ತಿಳಿದ ಕಡೂರು ಪೊಲೀಸ್ ಠಾಣಾಧಿಕಾರಿ ಪವನ್ ಕುಮಾರ್ ಸ್ಥಳಕ್ಕೆ ಆಗಮಿಸಿ ಪರಿಶೀಲನೆ ಕೈಗೊಂಡು ದಾಖಲಿಸಿಕೊಳ್ಳಲಾಗಿದೆ. [38, 575, 242, 751]
panchayat-office: ಪೌರಾಡಳಿತ ಇಲಾಖೆ ಪಟ್ಟಣ ಪಂಚಾಯತ ಕಾರ್ಯಾಲಯ, ಮುಳಗುಂದ-582117 [564, 1473, 782, 1502]
table-cell: ಪೋಲ್ಸ್ [240, 1707, 311, 1720]
table-cell: ನಾಟಾ [240, 1655, 311, 1668]
story3-photo-group [686, 756, 1302, 896]
eye-donation-box [676, 1378, 798, 1450]
panchayat-footer-ref: ವಾ.ಮ.ಇ/ಗದಗ/ಜಾ.ಸಂ/98/2025-26 [623, 1707, 723, 1716]
court1-case: ಸಿ.ಆರ್.ವಿ.ಸ.ನಂ : 03/2025 [771, 939, 875, 949]
table-cell: 27 [311, 1668, 358, 1681]
story2-photo-car [252, 574, 452, 724]
total-value: 849 [311, 1759, 358, 1772]
table-cell: 150 [311, 1720, 358, 1733]
table-cell: 01 [311, 1681, 358, 1694]
table-cell: ಸೌದೆ [240, 1733, 311, 1746]
table-cell: ಅಕೇಶಿಯಾ [145, 1746, 240, 1759]
forest-sign: ಸಹಿ/- ಸಹಾಯಕ ಅರಣ್ಯ ಸಂರಕ್ಷಣಾಧಿಕಾರಿಗಳು, ಹೊಸನಗರ ಅರಣ್ಯ ವಿಭಾಗ, ಹೊಸನಗರ [1057, 1386, 1296, 1396]
registration-marks [0, 2050, 1339, 2067]
table-cell: 8 [47, 1746, 72, 1759]
table-cell: 2598.500 [358, 1746, 431, 1759]
table-cell: 116.103 [358, 1668, 431, 1681]
forest-govt: ಕರ್ನಾಟಕ ಸರ್ಕಾರ - ಕರ್ನಾಟಕ ಅರಣ್ಯ ಇಲಾಖೆ [1084, 1193, 1204, 1202]
table-cell: ಇತರೆ ಜಾತಿ [145, 1668, 240, 1681]
